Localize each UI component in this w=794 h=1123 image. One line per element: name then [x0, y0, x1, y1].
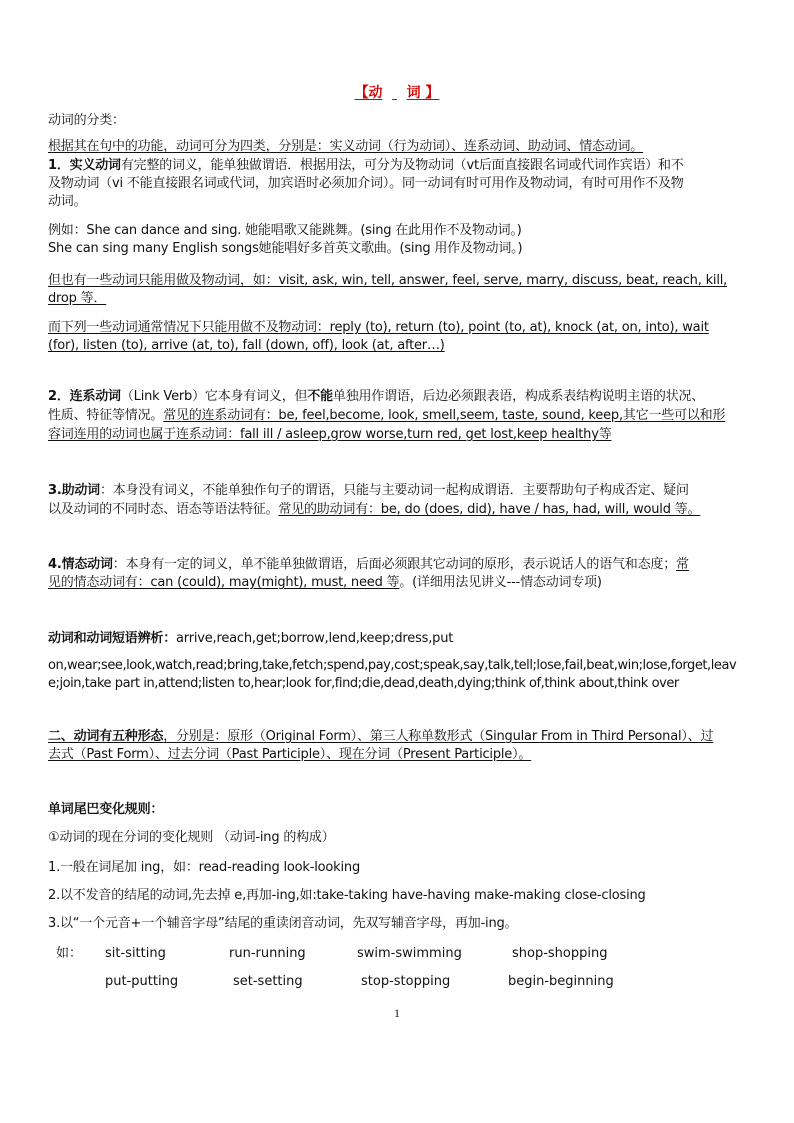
page-number: 1	[394, 1006, 400, 1020]
section-4-text-b-underlined: 见的情态动词有：can (could), may(might), must, need 等	[48, 575, 400, 590]
classification-intro: 根据其在句中的功能，动词可分为四类，分别是：实义动词（行为动词）、连系动词、助动词、情态动词。	[48, 139, 644, 154]
section-2-line-a	[48, 388, 748, 406]
transitive-only-line-1: 但也有一些动词只能用做及物动词，如：visit, ask, win, tell, answer, feel, serve, marry, discuss, beat, reach, kill,	[48, 273, 728, 288]
title-gap	[383, 85, 407, 101]
section-1-text-a: 有完整的词义，能单独做谓语．根据用法，可分为及物动词（vt后面直接跟名词或代词作宾语）和不	[120, 158, 684, 173]
rule-ing-title: ①动词的现在分词的变化规则 （动词-ing 的构成）	[48, 830, 335, 845]
section-4-text-a: ：本身有一定的词义，单不能单独做谓语，后面必须跟其它动词的原形，表示说话人的语气和态度；	[112, 557, 676, 572]
section-2-text-b-underlined: 常见的连系动词有：be, feel,become, look, smell,seem, taste, sound, keep,其它一些可以和形	[163, 408, 726, 423]
section-3-line-a	[48, 482, 748, 500]
section-2-heading: 2．连系动词	[48, 389, 121, 404]
example-row-2-item: put-putting	[105, 974, 179, 989]
section-2-text-a: （Link Verb）它本身有词义，但	[120, 389, 308, 404]
section-1-line-a	[48, 157, 748, 175]
section-4-line-b	[48, 574, 748, 592]
example-row-2-item: stop-stopping	[361, 974, 451, 989]
example-label: 如：	[56, 946, 83, 961]
section-2-line-b	[48, 407, 748, 425]
section-2-line-c: 容词连用的动词也属于连系动词：fall ill / asleep,grow worse,turn red, get lost,keep healthy等	[48, 427, 612, 442]
section-4-line-a	[48, 556, 748, 574]
section-2-text-b: 性质、特征等情况。	[48, 408, 164, 423]
example-row-2-item: set-setting	[233, 974, 303, 989]
forms-heading: 二、动词有五种形态	[48, 729, 164, 744]
classification-heading: 动词的分类：	[48, 113, 125, 128]
transitive-only-line-2: drop 等．	[48, 291, 107, 306]
forms-line-a	[48, 728, 748, 746]
intransitive-only-line-1: 而下列一些动词通常情况下只能用做不及物动词：reply (to), return (to), point (to, at), knock (at, on, into), wait	[48, 320, 709, 335]
phrases-line-b: on,wear;see,look,watch,read;bring,take,fetch;spend,pay,cost;speak,say,talk,tell;lose,fail,beat,win;lose,forget,leav	[48, 658, 737, 673]
section-3-text-a: ：本身没有词义，不能单独作句子的谓语，只能与主要动词一起构成谓语．主要帮助句子构成否定、疑问	[99, 483, 689, 498]
rule-ing-2: 2.以不发音的结尾的动词,先去掉 e,再加-ing,如:take-taking have-having make-making close-closing	[48, 888, 646, 903]
section-3-text-b-underlined: 常见的助动词有：be, do (does, did), have / has, had, will, would 等。	[278, 502, 701, 517]
title-close: 词 】	[406, 85, 440, 101]
section-2-text-a2: 单独用作谓语，后边必须跟表语，构成系表结构说明主语的状况、	[332, 389, 705, 404]
rule-ing-1: 1.一般在词尾加 ing，如：read-reading look-looking	[48, 860, 361, 875]
phrases-line-c: e;join,take part in,attend;listen to,hear;look for,find;die,dead,death,dying;think of,think about,think over	[48, 676, 679, 691]
section-1-heading: 1．实义动词	[48, 158, 121, 173]
section-1-line-c: 动词。	[48, 194, 87, 209]
example-row-1-item: shop-shopping	[512, 946, 608, 961]
section-4-text-a-underlined: 常	[676, 557, 689, 572]
example-1: 例如：She can dance and sing. 她能唱歌又能跳舞。(sing 在此用作不及物动词。)	[48, 223, 522, 238]
forms-line-b: 去式（Past Form）、过去分词（Past Participle）、现在分词（Present Participle）。	[48, 747, 532, 762]
section-4-text-b: 。(详细用法见讲义---情态动词专项)	[399, 575, 602, 590]
rules-heading: 单词尾巴变化规则：	[48, 802, 164, 817]
forms-text-a: ，分别是：原形（Original Form）、第三人称单数形式（Singular From in Third Personal）、过	[163, 729, 714, 744]
phrases-line-a	[48, 630, 748, 648]
example-row-1-item: swim-swimming	[357, 946, 462, 961]
example-row-2-item: begin-beginning	[508, 974, 614, 989]
section-2-bold: 不能	[307, 389, 333, 404]
phrases-text-a: arrive,reach,get;borrow,lend,keep;dress,put	[176, 631, 454, 646]
section-1-line-b: 及物动词（vi 不能直接跟名词或代词，加宾语时必须加介词）。同一动词有时可用作及物动词，有时可用作不及物	[48, 176, 684, 191]
phrases-heading: 动词和动词短语辨析：	[48, 631, 177, 646]
section-3-line-b	[48, 501, 748, 519]
page-title	[0, 82, 794, 102]
section-3-heading: 3.助动词	[48, 483, 100, 498]
section-4-heading: 4.情态动词	[48, 557, 113, 572]
section-3-text-b: 以及动词的不同时态、语态等语法特征。	[48, 502, 279, 517]
intransitive-only-line-2: (for), listen (to), arrive (at, to), fall (down, off), look (at, after…)	[48, 338, 445, 353]
example-2: She can sing many English songs她能唱好多首英文歌曲。(sing 用作及物动词。)	[48, 241, 523, 256]
example-row-1-item: sit-sitting	[105, 946, 166, 961]
rule-ing-3: 3.以“一个元音+一个辅音字母”结尾的重读闭音动词，先双写辅音字母，再加-ing。	[48, 916, 518, 931]
title-open: 【动	[354, 85, 383, 101]
example-row-1-item: run-running	[229, 946, 306, 961]
